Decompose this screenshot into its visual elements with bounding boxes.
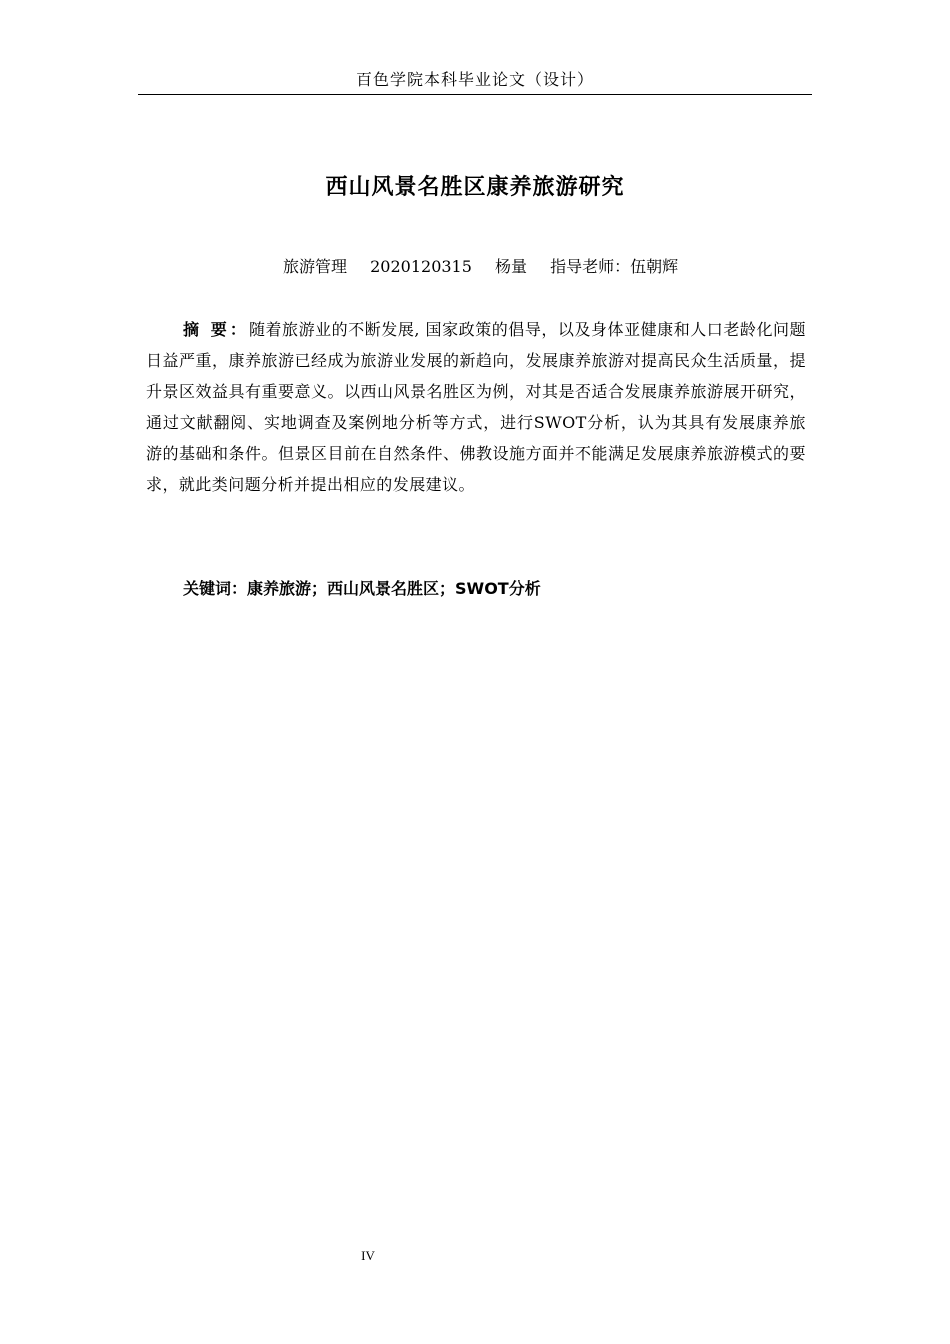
keywords-line [183, 573, 803, 604]
advisor: 指导老师：伍朝辉 [550, 257, 679, 276]
abstract-paragraph [146, 314, 806, 500]
abstract-text: 随着旅游业的不断发展, 国家政策的倡导，以及身体亚健康和人口老龄化问题日益严重，康养旅游已经成为旅游业发展的新趋向，发展康养旅游对提高民众生活质量，提升景区效益具有重要意义。以西山风景名胜区为例，对其是否适合发展康养旅游展开研究，通过文献翻阅、实地调查及案例地分析等方式，进行SWOT分析，认为其具有发展康养旅游的基础和条件。但景区目前在自然条件、佛教设施方面并不能满足发展康养旅游模式的要求，就此类问题分析并提出相应的发展建议。 [146, 320, 806, 494]
student-id: 2020120315 [370, 257, 472, 276]
paper-title: 西山风景名胜区康养旅游研究 [325, 175, 625, 200]
keywords-label: 关键词： [183, 579, 248, 598]
major: 旅游管理 [283, 257, 348, 276]
page-number: IV [361, 1248, 375, 1263]
keywords-text: 康养旅游；西山风景名胜区；SWOT分析 [247, 579, 541, 598]
running-header [138, 70, 812, 95]
author-name: 杨量 [495, 257, 528, 276]
author-info-line [283, 254, 843, 280]
running-header-title: 百色学院本科毕业论文（设计） [355, 70, 594, 89]
abstract-label: 摘 要： [183, 320, 249, 339]
